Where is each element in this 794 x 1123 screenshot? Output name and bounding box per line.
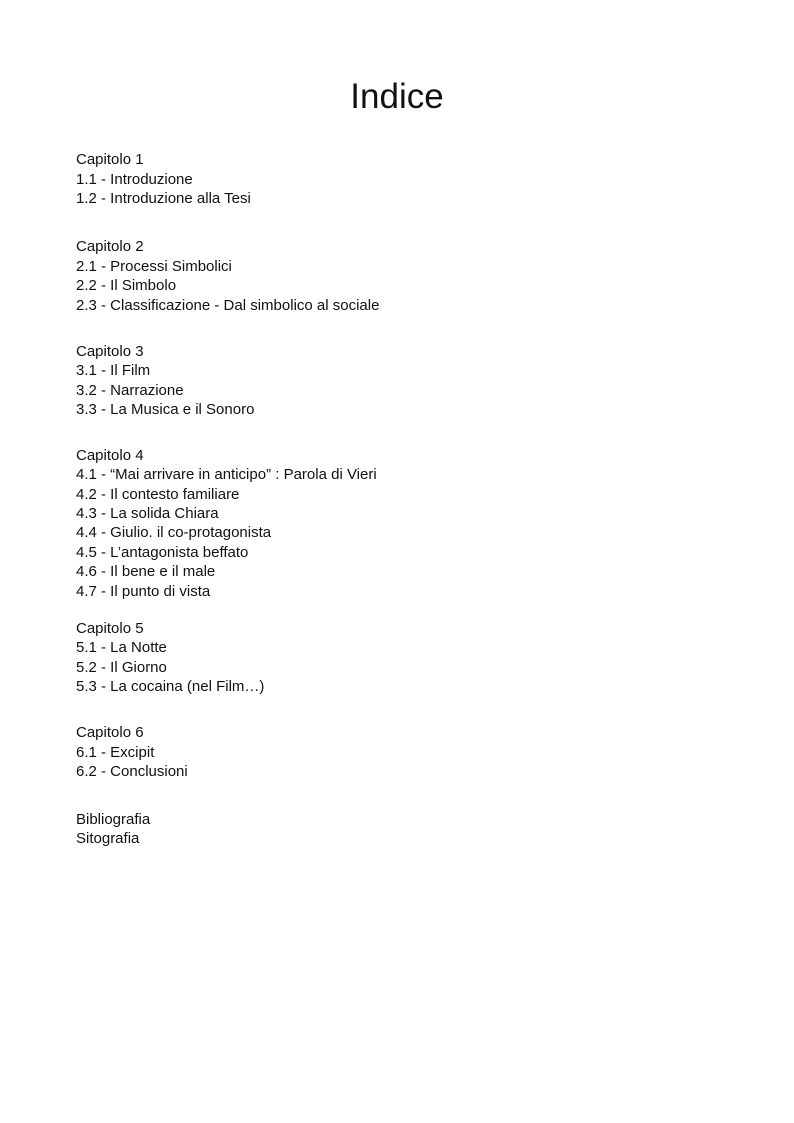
chapter-4-heading: Capitolo 4 <box>76 447 144 464</box>
toc-entry-4-4: 4.4 - Giulio. il co-protagonista <box>76 524 272 541</box>
toc-entry-4-3: 4.3 - La solida Chiara <box>76 505 219 522</box>
toc-entry-1-1: 1.1 - Introduzione <box>76 171 193 188</box>
toc-entry-2-3: 2.3 - Classificazione - Dal simbolico al sociale <box>76 297 380 314</box>
toc-entry-3-3: 3.3 - La Musica e il Sonoro <box>76 401 255 418</box>
chapter-1-heading: Capitolo 1 <box>76 151 144 168</box>
chapter-6-heading: Capitolo 6 <box>76 724 144 741</box>
chapter-2-heading: Capitolo 2 <box>76 238 144 255</box>
toc-entry-1-2: 1.2 - Introduzione alla Tesi <box>76 190 251 207</box>
toc-entry-4-2: 4.2 - Il contesto familiare <box>76 486 240 503</box>
toc-entry-4-7: 4.7 - Il punto di vista <box>76 583 211 600</box>
chapter-5-heading: Capitolo 5 <box>76 620 144 637</box>
sitography-entry: Sitografia <box>76 830 140 847</box>
toc-entry-4-1: 4.1 - “Mai arrivare in anticipo” : Parola di Vieri <box>76 466 377 483</box>
toc-entry-2-1: 2.1 - Processi Simbolici <box>76 258 232 275</box>
toc-entry-5-2: 5.2 - Il Giorno <box>76 659 167 676</box>
toc-entry-4-5: 4.5 - L’antagonista beffato <box>76 544 249 561</box>
toc-entry-5-3: 5.3 - La cocaina (nel Film…) <box>76 678 265 695</box>
toc-entry-6-2: 6.2 - Conclusioni <box>76 763 188 780</box>
bibliography-entry: Bibliografia <box>76 811 151 828</box>
toc-entry-5-1: 5.1 - La Notte <box>76 639 167 656</box>
page-title: Indice <box>350 77 444 116</box>
toc-entry-3-1: 3.1 - Il Film <box>76 362 151 379</box>
toc-entry-4-6: 4.6 - Il bene e il male <box>76 563 216 580</box>
toc-entry-3-2: 3.2 - Narrazione <box>76 382 184 399</box>
toc-entry-2-2: 2.2 - Il Simbolo <box>76 277 177 294</box>
chapter-3-heading: Capitolo 3 <box>76 343 144 360</box>
toc-entry-6-1: 6.1 - Excipit <box>76 744 155 761</box>
